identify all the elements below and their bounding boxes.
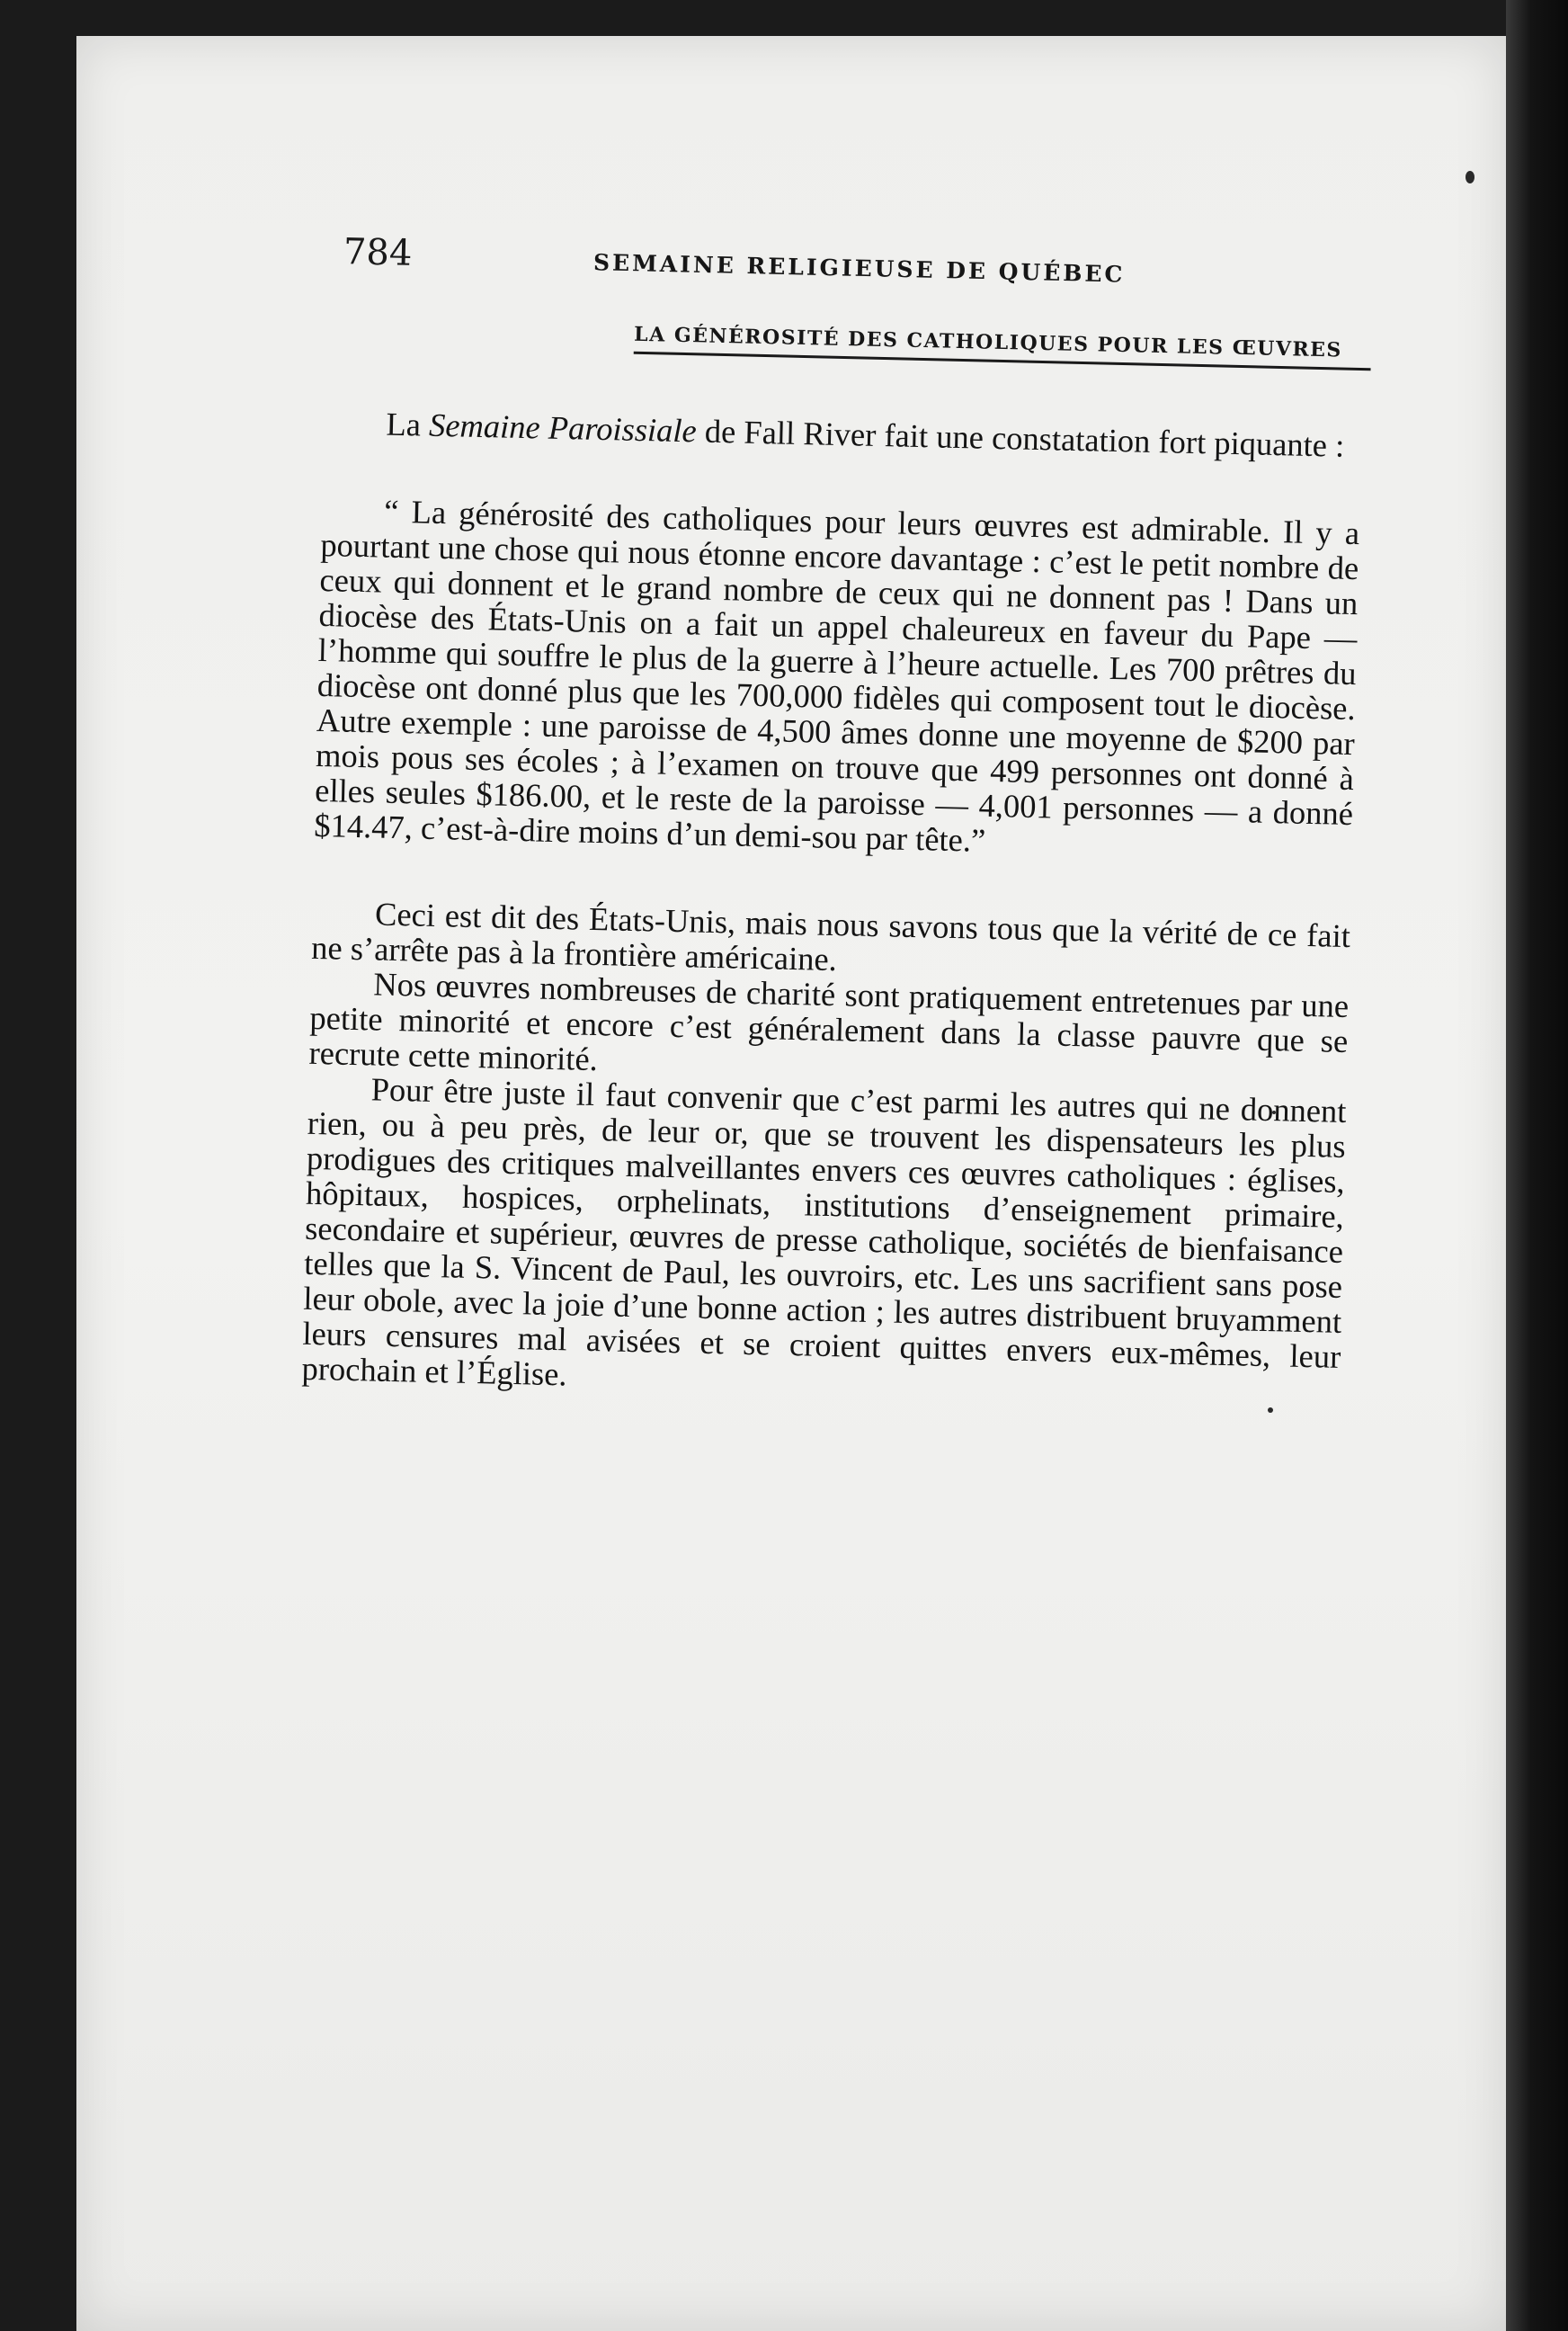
paragraph-2: Nos œuvres nombreuses de charité sont pratiquement entretenues par une petite minorité et encore c’est généralement dans la classe pauvre que se recrute cette minorité. [308,965,1350,1078]
paragraph-3: Pour être juste il faut convenir que c’est parmi les autres qui ne donnent rien, ou à peu près, de leur or, que se trouvent les dispensateurs les plus prodigues des critiques malveillantes envers ces œuvres catholiques : églises, hôpitaux, hospices, orphelinats, institutions d’enseignement primaire, secondaire et supérieur, œuvres de presse catholique, sociétés de bienfaisance telles que la S. Vincent de Paul, les ouvroirs, etc. Les uns sacrifient sans pose leur obole, avec la joie d’une bonne action ; les autres distribuent bruyamment leurs censures mal avisées et se croient quittes envers eux-mêmes, leur prochain et l’Église. [301,1070,1347,1393]
page-number: 784 [343,231,413,274]
intro-text-start: La [386,405,430,443]
article-body [301,405,1361,1409]
intro-text-end: de Fall River fait une constatation fort piquante : [696,412,1345,464]
ink-speck [1268,1407,1273,1413]
section-title: LA GÉNÉROSITÉ DES CATHOLIQUES POUR LES ŒUVRES [634,323,1372,371]
paragraph-1: Ceci est dit des États-Unis, mais nous savons tous que la vérité de ce fait ne s’arrête pas à la frontière américaine. [310,895,1351,978]
quoted-paragraph: “ La générosité des catholiques pour leurs œuvres est admirable. Il y a pourtant une chose qui nous étonne encore davantage : c’est le petit nombre de ceux qui donnent et le grand nombre de ceux qui ne donnent pas ! Dans un diocèse des États-Unis on a fait un appel chaleureux en faveur du Pape — l’homme qui souffre le plus de la guerre à l’heure actuelle. Les 700 prêtres du diocèse ont donné plus que les 700,000 fidèles qui composent tout le diocèse. Autre exemple : une paroisse de 4,500 âmes donne une moyenne de $200 par mois pous ses écoles ; à l’examen on trouve que 499 personnes ont donné à elles seules $186.00, et le reste de la paroisse — 4,001 personnes — a donné $14.47, c’est-à-dire moins d’un demi-sou par tête.” [313,492,1360,859]
running-head: SEMAINE RELIGIEUSE DE QUÉBEC [592,249,1126,288]
ink-speck [1466,171,1474,183]
publication-title: Semaine Paroissiale [428,406,698,450]
book-spine-shadow [1506,0,1568,2331]
